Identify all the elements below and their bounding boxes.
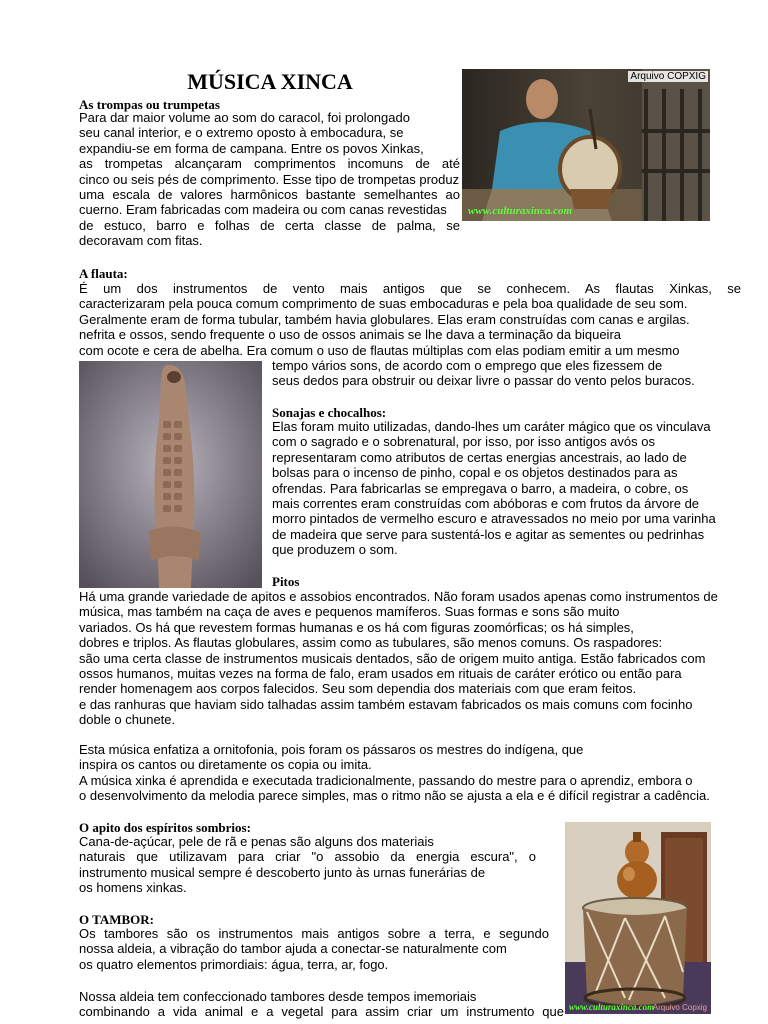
page-title: MÚSICA XINCA [187, 69, 353, 94]
text-line: os homens xinkas. [79, 880, 187, 896]
text-line: dobres e triplos. As flautas globulares, assim como as tubulares, são menos comuns. Os raspadores: [79, 635, 663, 651]
text-line: decoravam com fitas. [79, 233, 203, 249]
text-line: com o sagrado e o sobrenatural, por isso, por isso antigos avós os [272, 434, 655, 450]
section-heading-trompas: As trompas ou trumpetas [79, 97, 220, 112]
text-line: de madeira que serve para sustentá-los e agitar as sementes ou pedrinhas [272, 526, 705, 542]
text-line: É um dos instrumentos de vento mais antigos que se conhecem. As flautas Xinkas, se [79, 281, 741, 296]
text-line: os quatro elementos primordiais: água, terra, ar, fogo. [79, 956, 389, 972]
text-line: Cana-de-açúcar, pele de rã e penas são alguns dos materiais [79, 834, 434, 849]
text-line: bolsas para o incenso de pinho, copal e os objetos destinados para as [272, 465, 678, 481]
photo-man-with-drum [462, 69, 710, 221]
tambor-text-continued [79, 989, 564, 1020]
text-line: Para dar maior volume ao som do caracol, foi prolongado [79, 110, 410, 125]
text-line: de estuco, barro e folhas de certa classe de palma, se [79, 217, 460, 233]
text-line: expandiu-se em forma de campana. Entre os povos Xinkas, [79, 140, 424, 156]
photo-watermark: www.culturaxinca.com [468, 205, 573, 217]
flauta-text-continued [272, 358, 695, 389]
text-line: uma escala de valores harmônicos bastante semelhantes ao [79, 187, 460, 203]
text-line: tempo vários sons, de acordo com o emprego que eles fizessem de [272, 358, 663, 373]
text-line: com ocote e cera de abelha. Era comum o uso de flautas múltiplas com elas podiam emitir a um mesmo [79, 342, 680, 358]
man-with-drum-image [462, 69, 710, 221]
text-line: render homenagem aos corpos falecidos. Seu som dependia dos materiais com que eram feitos. [79, 681, 637, 697]
text-line: e das ranhuras que haviam sido talhadas assim também estavam fabricados os mais comuns com focinho [79, 696, 693, 712]
trompas-text [79, 110, 460, 249]
text-line: Há uma grande variedade de apitos e assobios encontrados. Não foram usados apenas como instrumentos de [79, 589, 718, 604]
tambor-text [79, 926, 549, 972]
text-line: são uma certa classe de instrumentos musicais dentados, são de origem muito antiga. Estão fabricados com [79, 650, 706, 666]
text-line: inspira os cantos ou diretamente os copia ou imita. [79, 757, 372, 773]
drum-image [565, 822, 711, 1014]
section-heading-apito: O apito dos espíritos sombrios: [79, 820, 251, 835]
text-line: instrumento musical sempre é descoberto junto às urnas funerárias de [79, 864, 486, 880]
ornitofonia-text [79, 742, 742, 804]
text-line: que produzem o som. [272, 542, 398, 558]
text-line: música, mas também na caça de aves e pequenos mamíferos. Suas formas e sons são muito [79, 604, 620, 620]
text-line: A música xinka é aprendida e executada tradicionalmente, passando do mestre para o aprendiz, embora o [79, 772, 693, 788]
section-heading-tambor: O TAMBOR: [79, 912, 154, 927]
text-line: Elas foram muito utilizadas, dando-lhes um caráter mágico que os vinculava [272, 419, 711, 434]
text-line: Nossa aldeia tem confeccionado tambores desde tempos imemoriais [79, 989, 477, 1004]
section-heading-pitos: Pitos [272, 574, 300, 589]
text-line: variados. Os há que revestem formas humanas e os há com figuras zoomórficas; os há simples, [79, 619, 634, 635]
text-line: combinando a vida animal e a vegetal para assim criar um instrumento que [79, 1004, 564, 1020]
text-line: nossa aldeia, a vibração do tambor ajuda a conectar-se naturalmente com [79, 941, 507, 957]
text-line: cinco ou seis pés de comprimento. Esse tipo de trompetas produz [79, 171, 460, 187]
text-line: morro pintados de vermelho escuro e atravessados no meio por uma varinha [272, 511, 716, 527]
text-line: representaram como atributos de certas energias ancestrais, ao lado de [272, 449, 687, 465]
text-line: Esta música enfatiza a ornitofonia, pois foram os pássaros os mestres do indígena, que [79, 742, 584, 757]
text-line: Os tambores são os instrumentos mais antigos sobre a terra, e segundo [79, 926, 549, 941]
text-line: mais correntes eram construídas com abóboras e com frutos da árvore de [272, 496, 700, 512]
photo-watermark: www.culturaxinca.com [569, 1002, 655, 1012]
text-line: naturais que utilizavam para criar "o assobio da energia escura", o [79, 849, 536, 865]
text-line: caracterizaram pela pouca comum comprimento de suas embocaduras e pela boa qualidade de seu som. [79, 296, 688, 312]
text-line: ossos humanos, muitas vezes na forma de falo, eram usados em rituais de caráter erótico ou então para [79, 666, 682, 682]
pitos-text [79, 589, 749, 728]
photo-drum [565, 822, 711, 1014]
text-line: doble o chunete. [79, 712, 176, 728]
text-line: as trompetas alcançaram comprimentos incomuns de até [79, 156, 460, 172]
sonajas-text [272, 419, 740, 558]
section-heading-sonajas: Sonajas e chocalhos: [272, 405, 387, 420]
text-line: Geralmente eram de forma tubular, também havia globulares. Elas eram construídas com canas e argilas. [79, 311, 690, 327]
carved-flute-image [79, 361, 262, 588]
text-line: ofrendas. Para fabricarlas se empregava o barro, a madeira, o cobre, os [272, 480, 689, 496]
text-line: seus dedos para obstruir ou deixar livre o passar do vento pelos buracos. [272, 373, 695, 389]
flauta-text [79, 281, 741, 358]
text-line: seu canal interior, e o extremo oposto à embocadura, se [79, 125, 404, 141]
photo-carved-flute [79, 361, 262, 588]
photo-caption: Arquivo COPXIG [630, 71, 706, 82]
apito-text [79, 834, 536, 896]
section-heading-flauta: A flauta: [79, 266, 128, 281]
text-line: nefrita e ossos, sendo frequente o uso de ossos animais se lhe dava a terminação da biqueira [79, 327, 622, 343]
text-line: o desenvolvimento da melodia parece simples, mas o ritmo não se ajusta a ela e é difícil registrar a cadência. [79, 788, 710, 804]
photo-caption: Arquivo Copxig [652, 1003, 707, 1012]
text-line: cuerno. Eram fabricadas com madeira ou com canas revestidas [79, 202, 447, 218]
